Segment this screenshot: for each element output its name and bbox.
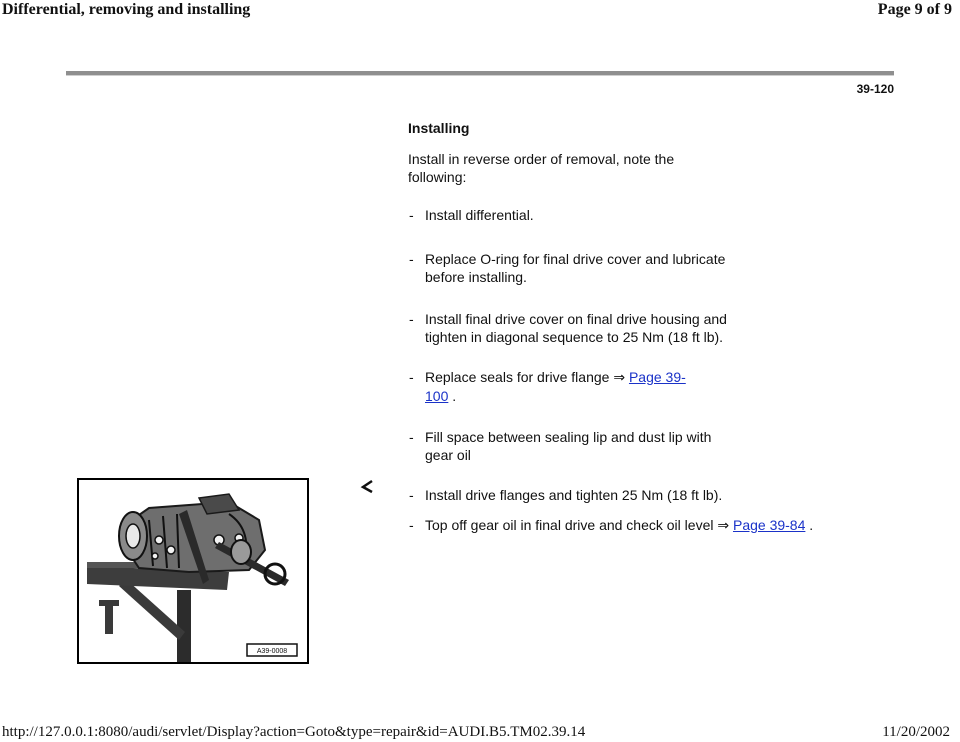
header-divider <box>66 71 894 76</box>
step-dash: - <box>409 251 414 267</box>
stand-foot-bar <box>99 600 119 606</box>
document-title: Differential, removing and installing <box>2 1 251 18</box>
page-code: 39-120 <box>856 82 894 96</box>
step-text: Install drive flanges and tighten 25 Nm (18 ft lb). <box>425 487 723 503</box>
page-link[interactable]: Page 39-100 <box>425 369 686 404</box>
page-indicator: Page 9 of 9 <box>877 1 952 18</box>
step-item <box>408 368 708 405</box>
step-dash: - <box>409 517 414 533</box>
step-dash: - <box>409 311 414 327</box>
footer-url: http://127.0.0.1:8080/audi/servlet/Display?action=Goto&type=repair&id=AUDI.B5.TM02.39.14 <box>2 724 586 740</box>
step-item <box>408 486 748 504</box>
input-shaft <box>126 524 140 548</box>
stand-column <box>177 590 191 662</box>
section-title: Installing <box>408 120 470 136</box>
step-item <box>408 206 748 224</box>
figure-code: A39-0008 <box>256 648 288 655</box>
step-item <box>408 428 728 464</box>
page-link[interactable]: Page 39-84 <box>732 517 806 533</box>
step-item <box>408 250 748 286</box>
step-text-end: . <box>452 388 457 404</box>
final-drive-cover <box>199 494 239 514</box>
step-dash: - <box>409 429 414 445</box>
step-dash: - <box>409 369 414 385</box>
transmission-illustration-icon <box>79 480 307 662</box>
chevron-left-icon <box>360 478 376 496</box>
step-dash: - <box>409 487 414 503</box>
right-arrow-icon: ⇒ <box>717 518 730 534</box>
step-text: Replace seals for drive flange <box>425 369 610 385</box>
right-arrow-icon: ⇒ <box>613 370 626 386</box>
step-item <box>408 516 868 535</box>
step-text: Install differential. <box>425 207 534 223</box>
step-text-wrapper <box>425 368 708 405</box>
footer-date: 11/20/2002 <box>882 724 950 740</box>
step-dash: - <box>409 207 414 223</box>
drive-flange <box>231 540 251 564</box>
step-text-end: . <box>809 517 814 533</box>
step-item <box>408 310 748 346</box>
stand-leg <box>119 580 185 640</box>
step-text: Replace O-ring for final drive cover and lubricate before installing. <box>425 251 726 285</box>
step-text-wrapper <box>425 516 868 535</box>
step-text: Fill space between sealing lip and dust lip with gear oil <box>425 429 712 463</box>
section-intro: Install in reverse order of removal, note the following: <box>408 151 675 185</box>
step-text: Install final drive cover on final drive housing and tighten in diagonal sequence to 25 Nm (18 ft lb). <box>425 311 727 345</box>
transmission-figure <box>77 478 309 664</box>
step-text: Top off gear oil in final drive and check oil level <box>425 517 714 533</box>
